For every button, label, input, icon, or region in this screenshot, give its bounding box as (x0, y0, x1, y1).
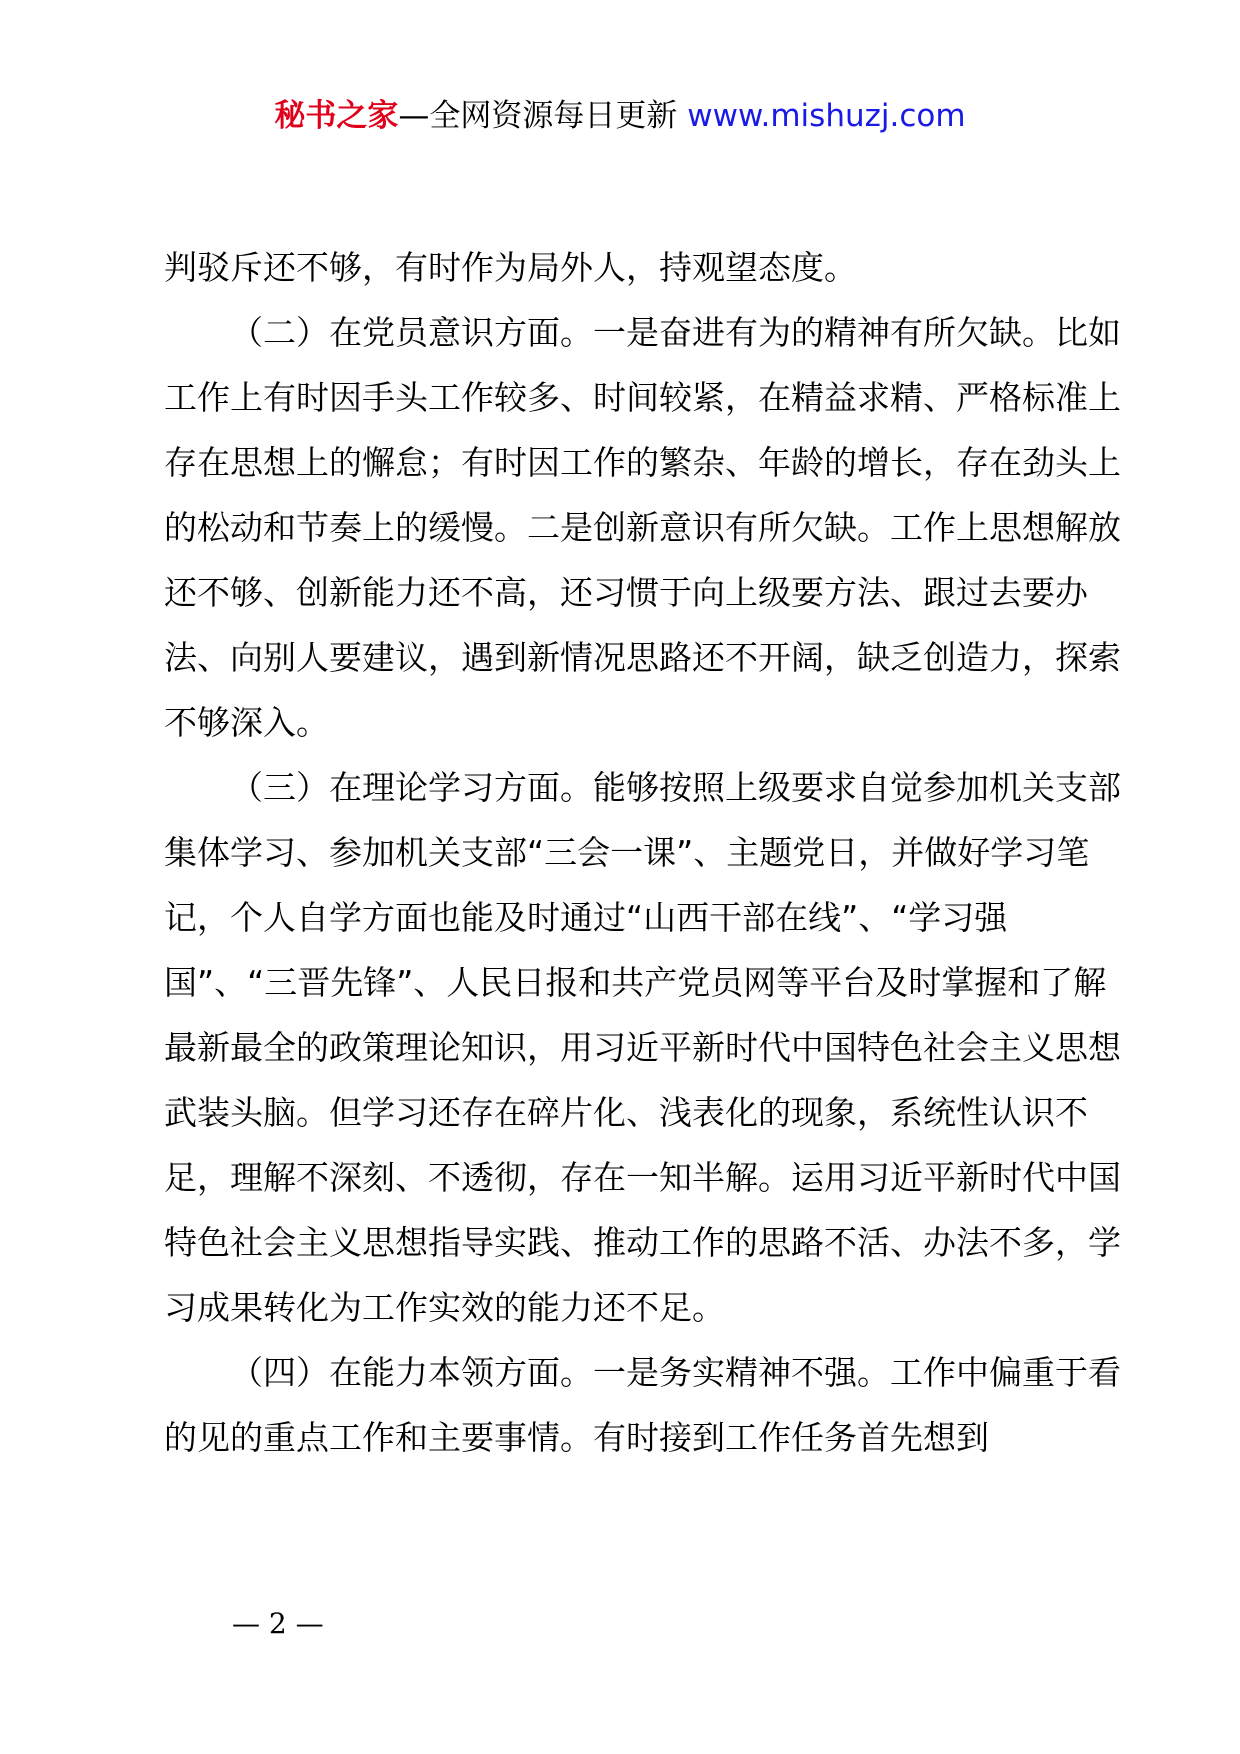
site-url-link[interactable]: www.mishuzj.com (687, 98, 966, 134)
site-brand: 秘书之家 (274, 98, 399, 134)
site-slogan: —全网资源每日更新 (398, 98, 678, 134)
site-header (0, 96, 1240, 136)
paragraph-party-awareness: （二）在党员意识方面。一是奋进有为的精神有所欠缺。比如工作上有时因手头工作较多、时间较紧，在精益求精、严格标准上存在思想上的懈怠；有时因工作的繁杂、年龄的增长，存在劲头上的松动和节奏上的缓慢。二是创新意识有所欠缺。工作上思想解放还不够、创新能力还不高，还习惯于向上级要方法、跟过去要办法、向别人要建议，遇到新情况思路还不开阔，缺乏创造力，探索不够深入。 (164, 313, 1121, 742)
paragraph-continuation: 判驳斥还不够，有时作为局外人，持观望态度。 (164, 248, 857, 287)
page-number: — 2 — (232, 1607, 324, 1640)
paragraph-theory-study: （三）在理论学习方面。能够按照上级要求自觉参加机关支部集体学习、参加机关支部“三会一课”、主题党日，并做好学习笔记，个人自学方面也能及时通过“山西干部在线”、“学习强国”、“三晋先锋”、人民日报和共产党员网等平台及时掌握和了解最新最全的政策理论知识，用习近平新时代中国特色社会主义思想武装头脑。但学习还存在碎片化、浅表化的现象，系统性认识不足，理解不深刻、不透彻，存在一知半解。运用习近平新时代中国特色社会主义思想指导实践、推动工作的思路不活、办法不多，学习成果转化为工作实效的能力还不足。 (164, 768, 1121, 1327)
paragraph-ability: （四）在能力本领方面。一是务实精神不强。工作中偏重于看的见的重点工作和主要事情。有时接到工作任务首先想到 (164, 1353, 1121, 1457)
document-body (164, 235, 1124, 1470)
